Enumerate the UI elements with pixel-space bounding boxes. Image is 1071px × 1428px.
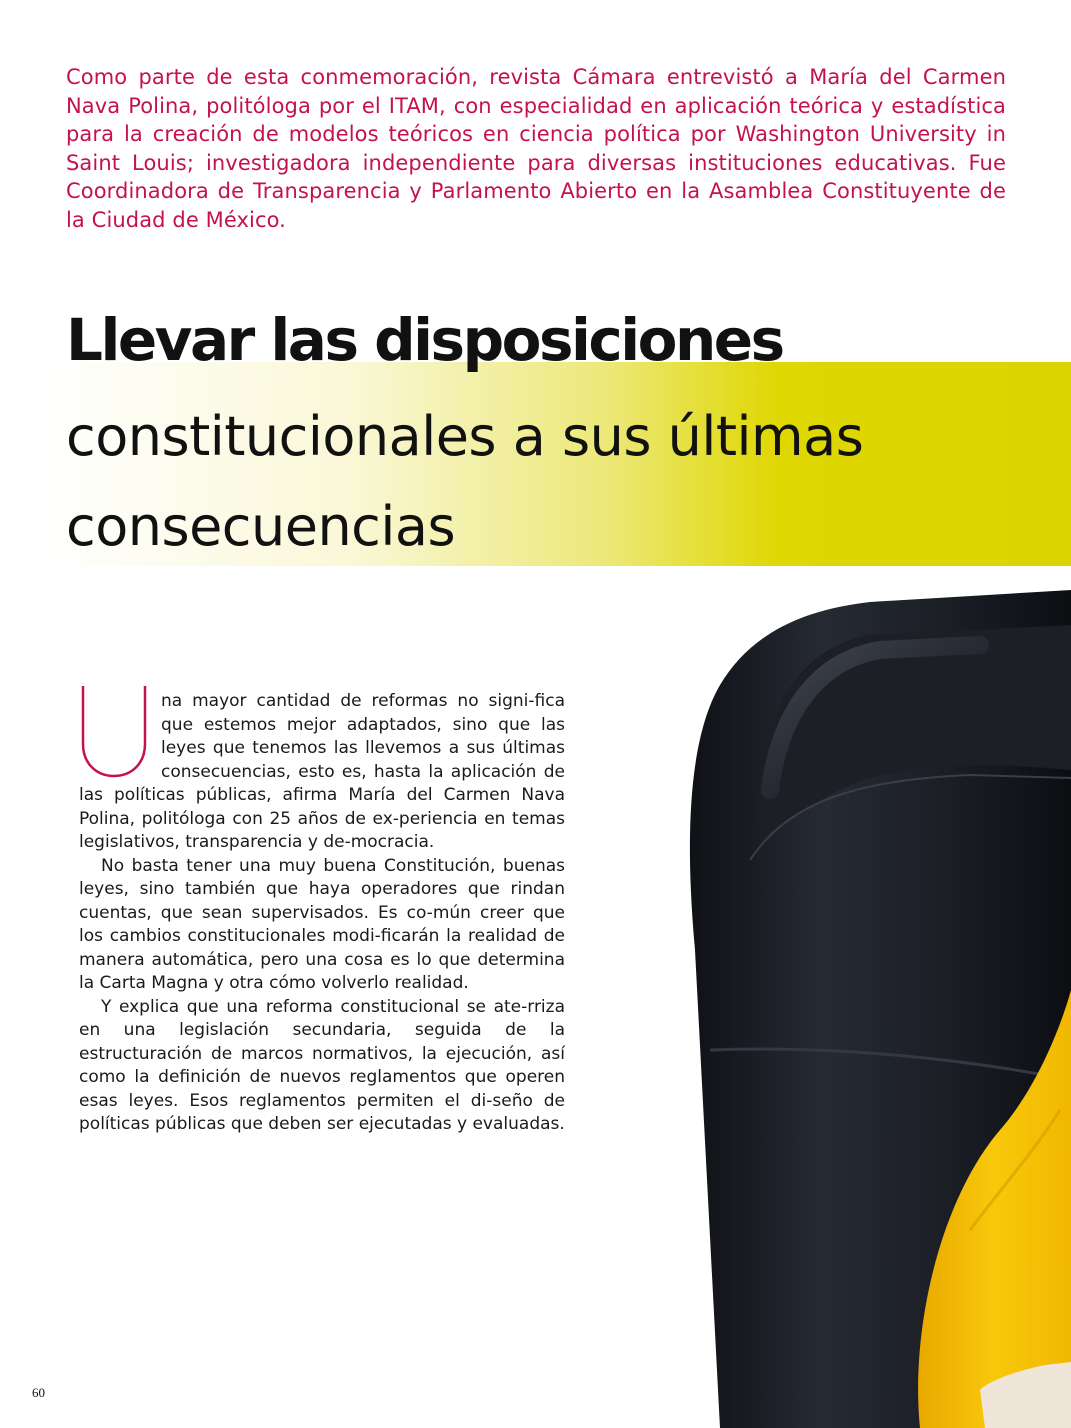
dropcap-u: [75, 682, 153, 782]
intro-paragraph: Como parte de esta conmemoración, revista Cámara entrevistó a María del Carmen Nava Polina, politóloga por el ITAM, con especialidad en aplicación teórica y estadística para la creación de modelos teóricos en ciencia política por Washington University in Saint Louis; investigadora independiente para diversas instituciones educativas. Fue Coordinadora de Transparencia y Parlamento Abierto en la Asamblea Constituyente de la Ciudad de México.: [66, 65, 1006, 232]
headline-line-2: consecuencias: [66, 495, 456, 558]
page-number: 60: [32, 1385, 45, 1400]
headline-light: [66, 392, 1046, 572]
article-paragraph-2: No basta tener una muy buena Constitución, buenas leyes, sino también que haya operadores que rindan cuentas, que sean supervisados. Es co-mún creer que los cambios constitucionales modi-ficarán la realidad de manera automática, pero una cosa es lo que determina la Carta Magna y otra cómo volverlo realidad.: [79, 855, 565, 993]
article-paragraph-1: na mayor cantidad de reformas no signi-fica que estemos mejor adaptados, sino que las leyes que tenemos las llevemos a sus últimas consecuencias, esto es, hasta la aplicación de las políticas públicas, afirma María del Carmen Nava Polina, politóloga con 25 años de ex-periencia en temas legislativos, transparencia y de-mocracia.: [79, 691, 565, 852]
article-paragraph-3: Y explica que una reforma constitucional se ate-rriza en una legislación secundaria, seguida de la estructuración de marcos normativos, la ejecución, así como la definición de nuevos reglamentos que operen esas leyes. Esos reglamentos permiten el di-seño de políticas públicas que deben ser ejecutadas y evaluadas.: [79, 996, 565, 1134]
interview-photo: [640, 590, 1071, 1428]
headline-bold: Llevar las disposiciones: [66, 306, 783, 374]
article-body: [79, 690, 565, 1137]
headline-line-1: constitucionales a sus últimas: [66, 405, 864, 468]
